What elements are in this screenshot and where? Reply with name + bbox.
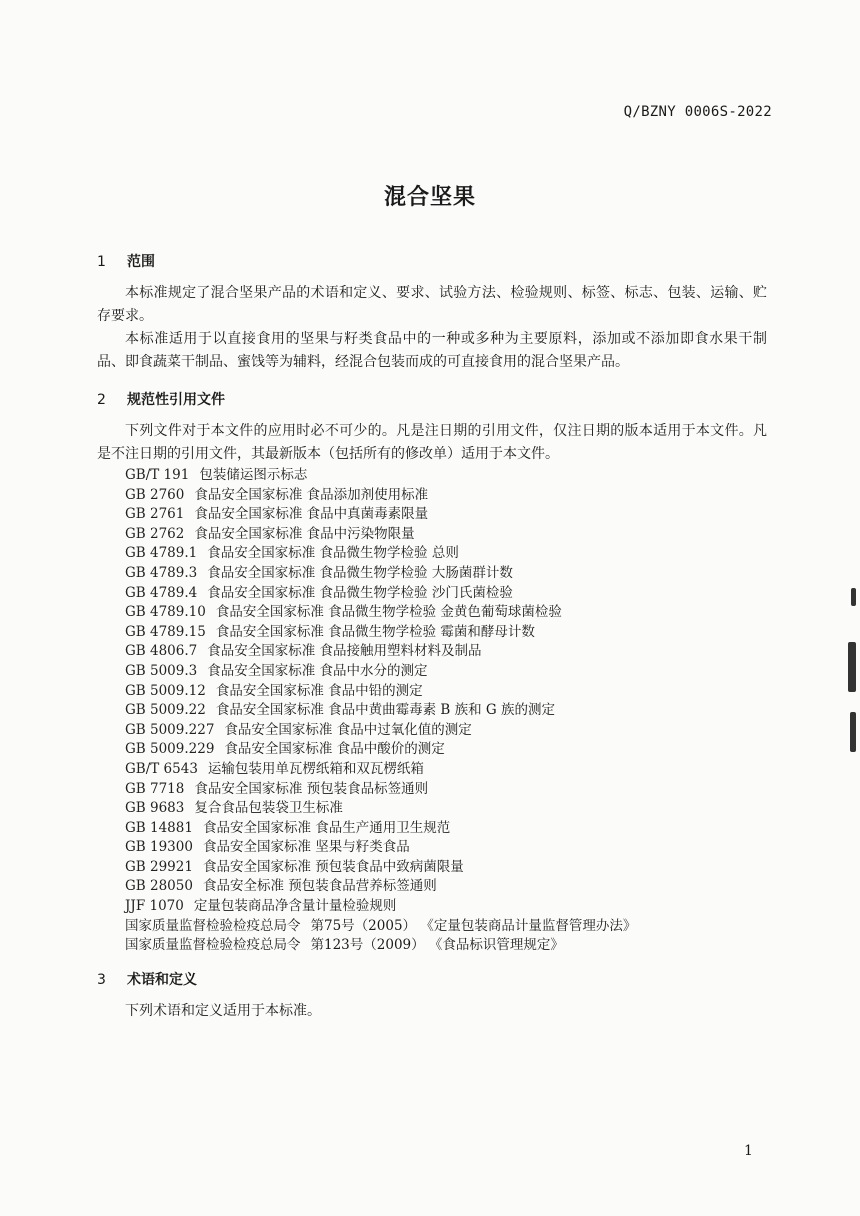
scope-paragraph-2: 本标准适用于以直接食用的坚果与籽类食品中的一种或多种为主要原料，添加或不添加即食水果干制品、即食蔬菜干制品、蜜饯等为辅料，经混合包装而成的可直接食用的混合坚果产品。 [97,331,767,370]
reference-item [125,721,767,741]
reference-title: 食品安全国家标准 食品中铅的测定 [215,682,423,699]
reference-item [125,858,767,878]
reference-item [125,877,767,897]
reference-title: 食品安全国家标准 食品中水分的测定 [207,662,428,679]
reference-item [125,819,767,839]
reference-title: 食品安全国家标准 食品接触用塑料材料及制品 [207,643,482,660]
reference-list [97,466,767,956]
terms-intro: 下列术语和定义适用于本标准。 [125,1002,321,1019]
reference-code: GB 14881 [125,819,193,836]
reference-item [125,584,767,604]
scan-edge-mark [848,642,856,692]
reference-item [125,917,767,937]
reference-code: 国家质量监督检验检疫总局令 [125,937,301,954]
reference-code: GB 4789.15 [125,623,206,640]
reference-item [125,662,767,682]
section-title: 范围 [127,254,155,270]
reference-title: 食品安全国家标准 食品微生物学检验 霉菌和酵母计数 [215,623,535,640]
reference-title: 食品安全国家标准 食品微生物学检验 大肠菌群计数 [207,564,513,581]
section-number: 3 [97,971,106,988]
reference-item [125,623,767,643]
document-body [97,250,767,1023]
reference-item [125,897,767,917]
reference-code: GB 29921 [125,858,193,875]
reference-title: 食品安全国家标准 预包装食品标签通则 [194,780,429,797]
reference-item [125,760,767,780]
reference-code: GB 5009.12 [125,682,206,699]
reference-title: 食品安全国家标准 食品微生物学检验 金黄色葡萄球菌检验 [215,604,562,621]
reference-title: 食品安全国家标准 食品添加剂使用标准 [194,486,429,503]
reference-item [125,701,767,721]
reference-item [125,544,767,564]
scan-edge-mark [851,588,856,606]
reference-code: 国家质量监督检验检疫总局令 [125,917,301,934]
reference-title: 复合食品包装袋卫生标准 [194,800,343,817]
reference-item [125,505,767,525]
reference-title: 定量包装商品净含量计量检验规则 [193,898,397,915]
reference-title: 第75号（2005） 《定量包装商品计量监督管理办法》 [310,917,637,934]
reference-code: GB 5009.22 [125,702,206,719]
section-number: 2 [97,392,106,408]
reference-title: 第123号（2009） 《食品标识管理规定》 [310,937,564,954]
reference-code: GB 4789.3 [125,564,198,581]
reference-title: 食品安全国家标准 食品中过氧化值的测定 [224,721,472,738]
reference-title: 食品安全国家标准 坚果与籽类食品 [202,839,410,856]
reference-title: 食品安全标准 预包装食品营养标签通则 [202,878,437,895]
reference-title: 食品安全国家标准 食品微生物学检验 总则 [207,545,459,562]
reference-title: 食品安全国家标准 食品生产通用卫生规范 [202,819,451,836]
reference-code: GB 7718 [125,780,185,797]
section-heading-references [97,388,767,412]
reference-code: GB 4806.7 [125,643,198,660]
reference-code: GB 5009.229 [125,741,215,758]
reference-title: 运输包装用单瓦楞纸箱和双瓦楞纸箱 [207,760,424,777]
reference-item [125,486,767,506]
reference-code: GB 28050 [125,878,193,895]
reference-code: GB 5009.3 [125,662,198,679]
reference-title: 包装储运图示标志 [199,467,308,483]
scope-paragraph-1: 本标准规定了混合坚果产品的术语和定义、要求、试验方法、检验规则、标签、标志、包装、运输、贮存要求。 [97,285,767,324]
scan-edge-mark [850,712,856,752]
reference-item [125,838,767,858]
reference-code: GB 2761 [125,506,185,523]
reference-code: GB 4789.1 [125,545,198,562]
references-intro: 下列文件对于本文件的应用时必不可少的。凡是注日期的引用文件，仅注日期的版本适用于本文件。凡是不注日期的引用文件，其最新版本（包括所有的修改单）适用于本文件。 [97,423,767,462]
reference-code: GB/T 6543 [125,760,198,777]
section-heading-scope [97,250,767,274]
section-title: 术语和定义 [127,971,197,988]
reference-code: GB/T 191 [125,467,190,483]
reference-title: 食品安全国家标准 食品中酸价的测定 [224,741,445,758]
reference-title: 食品安全国家标准 食品微生物学检验 沙门氏菌检验 [207,584,513,601]
reference-code: GB 5009.227 [125,721,215,738]
section-number: 1 [97,254,106,270]
reference-item [125,682,767,702]
document-title: 混合坚果 [383,185,476,210]
reference-title: 食品安全国家标准 食品中真菌毒素限量 [194,506,429,523]
reference-code: JJF 1070 [125,898,184,915]
reference-item [125,564,767,584]
reference-title: 食品安全国家标准 预包装食品中致病菌限量 [202,858,464,875]
section-title: 规范性引用文件 [127,392,225,408]
reference-code: GB 9683 [125,800,185,817]
reference-item [125,740,767,760]
reference-code: GB 19300 [125,839,193,856]
reference-item [125,525,767,545]
reference-item [125,642,767,662]
reference-item [125,466,767,486]
reference-title: 食品安全国家标准 食品中污染物限量 [194,525,415,542]
page-number: 1 [744,1143,753,1159]
reference-code: GB 4789.4 [125,584,198,601]
section-heading-terms [97,968,767,992]
reference-item [125,603,767,623]
reference-title: 食品安全国家标准 食品中黄曲霉毒素 B 族和 G 族的测定 [215,702,555,719]
reference-item [125,936,767,956]
document-code: Q/BZNY 0006S-2022 [623,104,772,120]
reference-code: GB 2762 [125,525,185,542]
reference-item [125,799,767,819]
reference-code: GB 2760 [125,486,185,503]
reference-item [125,780,767,800]
reference-code: GB 4789.10 [125,604,206,621]
